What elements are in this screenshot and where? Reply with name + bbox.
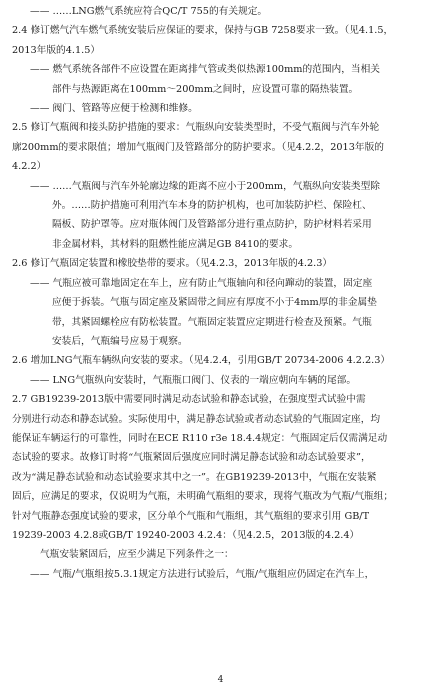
text-line: 带，其紧固螺栓应有防松装置。气瓶固定装置应定期进行检查及预紧。气瓶 xyxy=(52,316,372,328)
text-line: 2.7 GB19239-2013版中需要同时满足动态试验和静态试验，在强度型式试验中需 xyxy=(12,394,366,406)
text-line: 能保证车辆运行的可靠性，同时在ECE R110 r3e 18.4.4规定：气瓶固定后仅需满足动 xyxy=(12,432,388,444)
text-line: 气瓶安装紧固后，应至少满足下列条件之一： xyxy=(40,549,234,561)
text-line: 2.6 修订气瓶固定装置和橡胶垫带的要求。（见4.2.3，2013年版的4.2.3） xyxy=(12,258,333,270)
text-line: 2.5 修订气瓶阀和接头防护措施的要求：气瓶纵向安装类型时，不受气瓶阀与汽车外轮 xyxy=(12,122,380,134)
text-line: —— 气瓶/气瓶组按5.3.1规定方法进行试验后，气瓶/气瓶组应仍固定在汽车上， xyxy=(30,568,375,580)
text-line: 态试验的要求。故修订时将“气瓶紧固后强度应同时满足静态试验和动态试验要求”， xyxy=(12,452,371,464)
text-line: 19239-2003 4.2.8或GB/T 19240-2003 4.2.4：（见4.2.5，2013版的4.2.4） xyxy=(12,529,360,541)
document-body xyxy=(12,2,427,584)
text-line: —— 气瓶应被可靠地固定在车上，应有防止气瓶轴向和径向蹿动的装置，固定座 xyxy=(30,277,373,289)
text-line: 固后，应满足的要求，仅说明为气瓶，未明确气瓶组的要求，现将气瓶改为气瓶/气瓶组； xyxy=(12,491,394,503)
text-line: —— ……LNG燃气系统应符合QC/T 755的有关规定。 xyxy=(30,6,268,17)
text-line: 非金属材料，其材料的阻燃性能应满足GB 8410的要求。 xyxy=(52,238,299,250)
text-line: 隔板、防护罩等。应对瓶体阀门及管路部分进行重点防护，防护材料若采用 xyxy=(52,219,372,231)
text-line: —— LNG气瓶纵向安装时，气瓶瓶口阀门、仪表的一端应朝向车辆的尾部。 xyxy=(30,374,357,386)
text-line: 4.2.2） xyxy=(12,161,47,173)
text-line: —— 阀门、管路等应便于检测和维修。 xyxy=(30,103,198,115)
text-line: —— ……气瓶阀与汽车外轮廓边缘的距离不应小于200mm，气瓶纵向安装类型除 xyxy=(30,180,380,192)
text-line: 2.6 增加LNG气瓶车辆纵向安装的要求。（见4.2.4，引用GB/T 20734-2006 4.2.2.3） xyxy=(12,355,391,367)
text-line: 安装后，气瓶编号应易于观察。 xyxy=(52,335,188,347)
text-line: 部件与热源距离在100mm～200mm之间时，应设置可靠的隔热装置。 xyxy=(52,83,359,95)
page-number: 4 xyxy=(217,675,224,685)
text-line: —— 燃气系统各部件不应设置在距离排气管或类似热源100mm的范围内，当相关 xyxy=(30,64,380,76)
text-line: 针对气瓶静态强度试验的要求，区分单个气瓶和气瓶组，其气瓶组的要求引用 GB/T xyxy=(12,510,370,522)
text-line: 分别进行动态和静态试验。实际使用中，满足静态试验或者动态试验的气瓶固定座，均 xyxy=(12,413,381,425)
text-line: 外。……防护措施可利用汽车本身的防护机构，也可加装防护栏、保险杠、 xyxy=(52,200,372,212)
text-line: 改为“满足静态试验和动态试验要求其中之一”。在GB19239-2013中，气瓶在安装紧 xyxy=(12,471,377,483)
text-line: 廓200mm的要求限值；增加气瓶阀门及管路部分的防护要求。（见4.2.2，2013年版的 xyxy=(12,141,384,153)
text-line: 应便于拆装。气瓶与固定座及紧固带之间应有厚度不小于4mm厚的非金属垫 xyxy=(52,297,377,309)
text-line: 2013年版的4.1.5） xyxy=(12,44,101,56)
text-line: 2.4 修订燃气汽车燃气系统安装后应保证的要求，保持与GB 7258要求一致。（见4.1.5， xyxy=(12,25,394,37)
